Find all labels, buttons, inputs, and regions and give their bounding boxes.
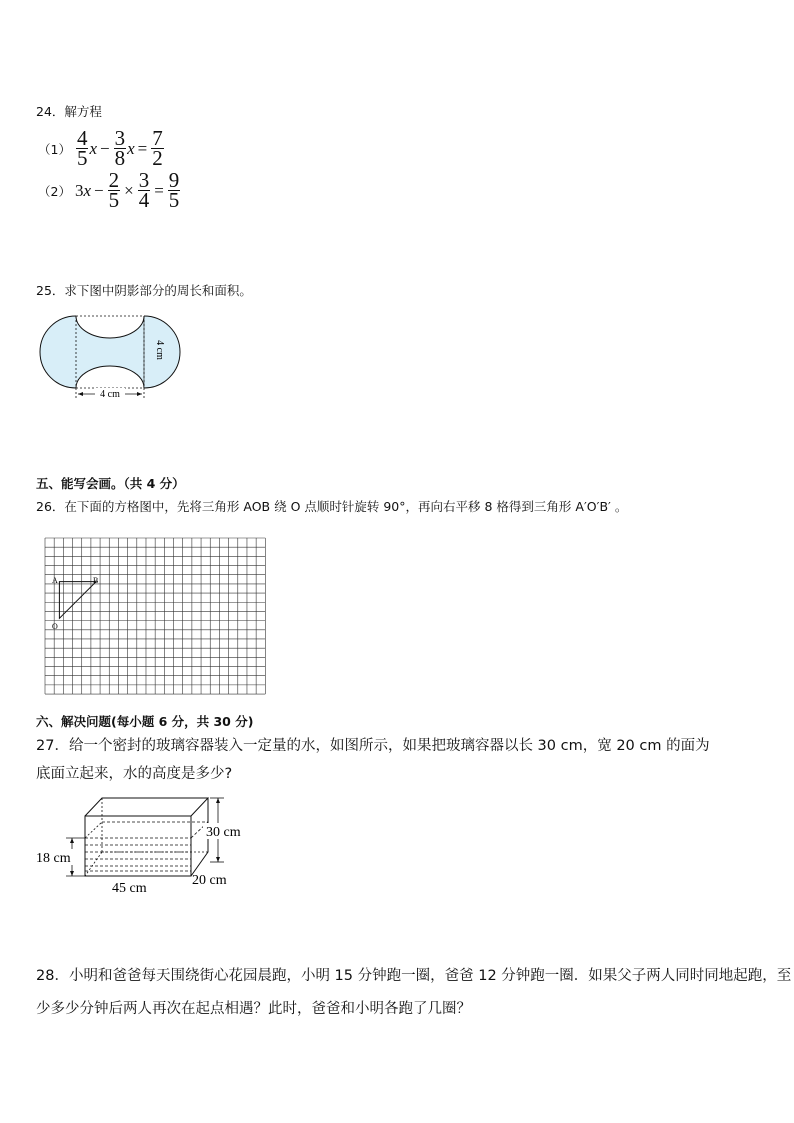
container-hidden-depth bbox=[85, 852, 102, 876]
height-label: 30 cm bbox=[206, 825, 241, 840]
q26-text: 26．在下面的方格图中，先将三角形 AOB 绕 O 点顺时针旋转 90°，再向右平移 8 格得到三角形 A′O′B′ 。 bbox=[36, 499, 628, 514]
width-label: 4 cm bbox=[100, 389, 120, 400]
numerator: 7 bbox=[152, 126, 163, 150]
section-6-title: 六、解决问题(每小题 6 分，共 30 分) bbox=[36, 714, 254, 729]
numerator: 9 bbox=[168, 168, 180, 192]
coefficient: 3 bbox=[74, 180, 84, 200]
times-sign: × bbox=[124, 180, 134, 200]
arrow-up-icon bbox=[216, 798, 220, 803]
container-top-face bbox=[85, 798, 208, 816]
q27-line-2: 底面立起来，水的高度是多少? bbox=[36, 766, 233, 782]
q24-title: 24．解方程 bbox=[36, 104, 102, 119]
fraction bbox=[168, 168, 181, 212]
denominator: 4 bbox=[138, 188, 150, 212]
water-lines bbox=[85, 822, 208, 871]
q27-line-1: 27．给一个密封的玻璃容器装入一定量的水，如图所示，如果把玻璃容器以长 30 cm，宽 20 cm 的面为 bbox=[36, 738, 710, 754]
q25-shaded-figure bbox=[38, 310, 198, 405]
denominator: 5 bbox=[76, 146, 88, 170]
denominator: 5 bbox=[108, 188, 120, 212]
length-label: 45 cm bbox=[112, 881, 147, 896]
label-o: O bbox=[52, 622, 58, 631]
q27-glass-container bbox=[30, 792, 260, 900]
arrow-right-icon bbox=[137, 392, 142, 396]
numerator: 3 bbox=[138, 168, 150, 192]
variable-x: x bbox=[89, 138, 97, 158]
label-a: A bbox=[52, 576, 58, 585]
q28-line-2: 少多少分钟后两人再次在起点相遇？此时，爸爸和小明各跑了几圈？ bbox=[36, 1001, 471, 1017]
minus-sign: − bbox=[100, 138, 110, 158]
arrow-down-icon bbox=[70, 871, 74, 876]
height-label: 4 cm bbox=[154, 340, 165, 360]
fraction bbox=[108, 168, 121, 212]
q24-p1-label: （1） bbox=[38, 141, 71, 157]
q26-grid bbox=[44, 537, 272, 695]
q24-equation-2 bbox=[38, 168, 181, 212]
water-surface bbox=[85, 822, 102, 838]
q24-p2-label: （2） bbox=[38, 183, 71, 199]
fraction bbox=[138, 168, 151, 212]
equals-sign: = bbox=[154, 180, 164, 200]
container-back-edges bbox=[102, 798, 208, 852]
arrow-down-icon bbox=[216, 857, 220, 862]
q28-line-1: 28．小明和爸爸每天围绕街心花园晨跑，小明 15 分钟跑一圈，爸爸 12 分钟跑一圈．如果父子两人同时同地起跑，至 bbox=[36, 968, 792, 984]
variable-x: x bbox=[127, 138, 135, 158]
numerator: 4 bbox=[76, 126, 88, 150]
numerator: 3 bbox=[114, 126, 126, 150]
minus-sign: − bbox=[94, 180, 104, 200]
equals-sign: = bbox=[137, 138, 148, 158]
arrow-left-icon bbox=[78, 392, 83, 396]
section-5-title: 五、能写会画。（共 4 分） bbox=[36, 476, 185, 491]
numerator: 2 bbox=[108, 168, 120, 192]
label-b: B bbox=[93, 576, 99, 585]
water-height-label: 18 cm bbox=[36, 851, 71, 866]
triangle-aob bbox=[59, 582, 96, 619]
container-front-face bbox=[85, 816, 191, 876]
variable-x: x bbox=[83, 180, 91, 200]
denominator: 5 bbox=[168, 188, 180, 212]
q24-equation-1 bbox=[38, 126, 165, 170]
denominator: 8 bbox=[114, 146, 126, 170]
arrow-up-icon bbox=[70, 838, 74, 843]
fraction bbox=[151, 126, 164, 170]
fraction bbox=[114, 126, 127, 170]
q25-text: 25．求下图中阴影部分的周长和面积。 bbox=[36, 283, 252, 298]
grid-lines bbox=[45, 538, 265, 694]
width-label: 20 cm bbox=[192, 873, 227, 888]
fraction bbox=[76, 126, 89, 170]
denominator: 2 bbox=[152, 146, 163, 170]
